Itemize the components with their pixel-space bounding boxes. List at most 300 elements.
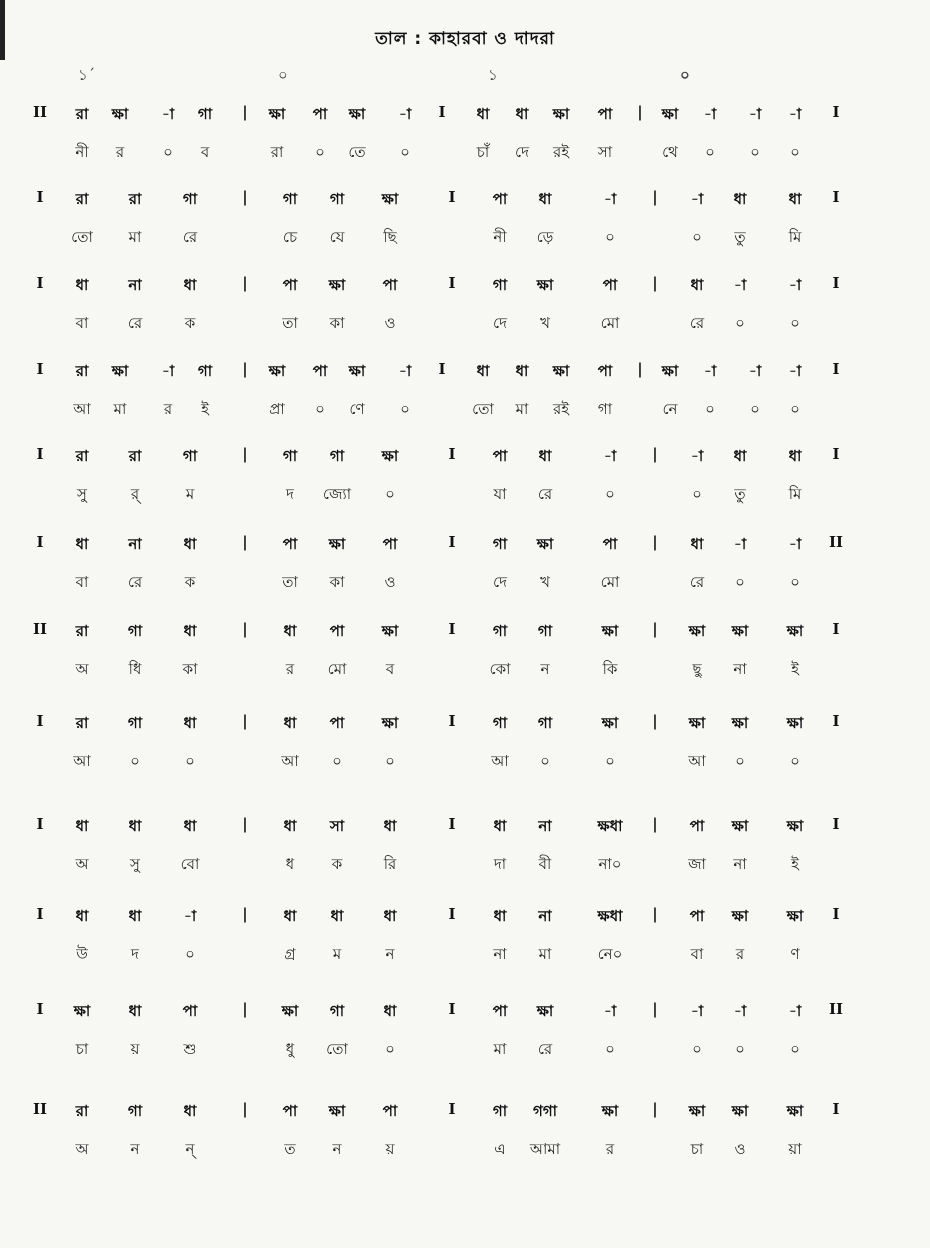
note-swara: ধা	[128, 1002, 142, 1020]
lyric-syllable: মো	[600, 314, 620, 332]
lyric-syllable: নী	[493, 228, 507, 246]
lyric-syllable: তু	[734, 228, 746, 246]
note-swara: ধা	[515, 362, 529, 380]
lyric-syllable: ০	[332, 752, 342, 770]
note-swara: পা	[492, 447, 508, 465]
note-swara: পা	[382, 1102, 398, 1120]
note-swara: ধা	[183, 622, 197, 640]
lyric-syllable: রা	[270, 143, 284, 161]
note-swara: ক্ষা	[731, 622, 749, 640]
note-swara: গা	[329, 1002, 345, 1020]
lyric-syllable: মি	[788, 485, 802, 503]
bar-line: |	[652, 533, 658, 551]
lyric-syllable: র	[115, 143, 125, 161]
lyric-syllable: ক	[184, 314, 196, 332]
bar-line: I	[448, 815, 456, 833]
lyric-syllable: ধি	[128, 660, 142, 678]
bar-line-close: I	[832, 274, 840, 292]
lyric-syllable: কা	[329, 314, 345, 332]
lyric-syllable: অ	[75, 855, 89, 873]
bar-line: |	[652, 712, 658, 730]
lyric-syllable: ০	[400, 143, 410, 161]
lyric-syllable: ০	[605, 228, 615, 246]
lyric-syllable: ব	[385, 660, 395, 678]
lyric-syllable: র	[285, 660, 295, 678]
bar-line-close: I	[832, 445, 840, 463]
bar-line: I	[448, 620, 456, 638]
note-swara: গা	[492, 276, 508, 294]
note-swara: -া	[603, 190, 617, 208]
lyric-syllable: থে	[662, 143, 678, 161]
note-swara: পা	[312, 362, 328, 380]
note-swara: রা	[75, 447, 89, 465]
note-swara: ধা	[733, 447, 747, 465]
lyric-syllable: তা	[282, 573, 298, 591]
bar-line-close: II	[828, 533, 844, 551]
lyric-syllable: সু	[77, 485, 87, 503]
note-swara: পা	[282, 535, 298, 553]
lyric-syllable: ধু	[285, 1040, 295, 1058]
lyric-syllable: ০	[735, 314, 745, 332]
note-swara: ক্ষা	[786, 1102, 804, 1120]
note-swara: -া	[788, 276, 802, 294]
notation-line	[0, 103, 930, 183]
lyric-syllable: ড়ে	[536, 228, 554, 246]
bar-line-close: I	[832, 815, 840, 833]
lyric-syllable: ০	[185, 752, 195, 770]
lyric-syllable: র	[605, 1140, 615, 1158]
note-swara: ক্ষা	[348, 105, 366, 123]
note-swara: রা	[75, 714, 89, 732]
lyric-syllable: য়া	[788, 1140, 802, 1158]
note-swara: না	[538, 907, 552, 925]
note-swara: ক্ষা	[552, 105, 570, 123]
lyric-syllable: নে০	[597, 945, 623, 963]
note-swara: গা	[182, 447, 198, 465]
bar-line: I	[448, 712, 456, 730]
lyric-syllable: মা	[538, 945, 552, 963]
bar-line-open: I	[36, 1000, 44, 1018]
note-swara: ধা	[75, 817, 89, 835]
lyric-syllable: আ	[491, 752, 509, 770]
bar-line: I	[448, 533, 456, 551]
lyric-syllable: মা	[515, 400, 529, 418]
note-swara: -া	[788, 1002, 802, 1020]
lyric-syllable: সু	[130, 855, 140, 873]
note-swara: পা	[602, 535, 618, 553]
lyric-syllable: বা	[690, 945, 704, 963]
lyric-syllable: ০	[315, 143, 325, 161]
bar-line: |	[242, 712, 248, 730]
lyric-syllable: না০	[598, 855, 622, 873]
lyric-syllable: ও	[384, 314, 396, 332]
note-swara: গা	[537, 622, 553, 640]
bar-line: I	[438, 360, 446, 378]
note-swara: রা	[75, 105, 89, 123]
note-row	[0, 712, 930, 742]
lyric-syllable: য়	[130, 1040, 140, 1058]
lyric-syllable: রে	[689, 314, 705, 332]
note-swara: পা	[329, 622, 345, 640]
bar-line: |	[242, 103, 248, 121]
notation-line	[0, 188, 930, 268]
lyric-syllable: ০	[385, 1040, 395, 1058]
note-swara: ধা	[538, 447, 552, 465]
note-row	[0, 533, 930, 563]
bar-line-open: I	[36, 905, 44, 923]
note-swara: -া	[733, 1002, 747, 1020]
page-title: তাল : কাহারবা ও দাদরা	[375, 29, 555, 49]
lyric-syllable: ন	[540, 660, 550, 678]
lyric-syllable: গ্র	[284, 945, 296, 963]
bar-line: |	[242, 1100, 248, 1118]
lyric-syllable: ন্	[185, 1140, 195, 1158]
bar-line: I	[448, 1100, 456, 1118]
note-swara: ক্ষা	[688, 1102, 706, 1120]
note-row	[0, 188, 930, 218]
note-swara: ক্ষা	[731, 907, 749, 925]
note-swara: -া	[788, 535, 802, 553]
note-swara: ক্ষা	[381, 447, 399, 465]
note-swara: -া	[690, 190, 704, 208]
note-swara: ধা	[476, 362, 490, 380]
notation-line	[0, 1000, 930, 1080]
notation-line	[0, 445, 930, 525]
bar-line: |	[652, 445, 658, 463]
note-swara: ক্ষা	[536, 535, 554, 553]
lyric-syllable: ই	[791, 855, 799, 873]
bar-line-open: I	[36, 712, 44, 730]
lyric-syllable: ০	[790, 143, 800, 161]
note-swara: ক্ষা	[601, 714, 619, 732]
note-swara: পা	[312, 105, 328, 123]
lyric-syllable: ০	[692, 1040, 702, 1058]
note-swara: ক্ষা	[73, 1002, 91, 1020]
lyric-row	[0, 398, 930, 428]
note-swara: ক্ষা	[268, 105, 286, 123]
note-swara: গা	[492, 1102, 508, 1120]
bar-line-open: I	[36, 360, 44, 378]
lyric-syllable: ০	[605, 1040, 615, 1058]
lyric-syllable: ০	[735, 573, 745, 591]
note-swara: -া	[748, 362, 762, 380]
note-swara: ধা	[788, 447, 802, 465]
note-swara: -া	[161, 362, 175, 380]
notation-line	[0, 274, 930, 354]
note-swara: রা	[75, 190, 89, 208]
bar-line-close: II	[828, 1000, 844, 1018]
note-swara: গা	[197, 362, 213, 380]
bar-line-open: I	[36, 188, 44, 206]
bar-line: |	[652, 1000, 658, 1018]
lyric-syllable: দ	[286, 485, 294, 503]
note-swara: ধা	[183, 1102, 197, 1120]
note-swara: গা	[492, 622, 508, 640]
lyric-syllable: রই	[552, 400, 570, 418]
note-swara: পা	[282, 1102, 298, 1120]
note-swara: ক্ষা	[328, 535, 346, 553]
bar-line: I	[448, 274, 456, 292]
note-swara: ক্ষা	[536, 1002, 554, 1020]
lyric-row	[0, 571, 930, 601]
note-row	[0, 815, 930, 845]
note-swara: ক্ষা	[381, 714, 399, 732]
lyric-syllable: বো	[180, 855, 200, 873]
note-swara: -া	[690, 1002, 704, 1020]
lyric-syllable: ছু	[692, 660, 702, 678]
bar-line: I	[448, 188, 456, 206]
lyric-syllable: তু	[734, 485, 746, 503]
lyric-syllable: কি	[602, 660, 618, 678]
bar-line: |	[242, 274, 248, 292]
note-swara: ধা	[383, 1002, 397, 1020]
bar-line: I	[438, 103, 446, 121]
bar-line-open: I	[36, 274, 44, 292]
note-swara: ক্ষা	[688, 622, 706, 640]
note-swara: ধা	[75, 276, 89, 294]
note-swara: ধা	[383, 907, 397, 925]
note-swara: ক্ষা	[601, 1102, 619, 1120]
lyric-syllable: ০	[540, 752, 550, 770]
notation-line	[0, 712, 930, 792]
bar-line-open: II	[32, 620, 48, 638]
lyric-syllable: ০	[750, 143, 760, 161]
lyric-syllable: আ	[281, 752, 299, 770]
lyric-syllable: র	[735, 945, 745, 963]
note-swara: ক্ষা	[111, 362, 129, 380]
note-swara: গা	[329, 447, 345, 465]
note-row	[0, 1100, 930, 1130]
lyric-syllable: বা	[75, 573, 89, 591]
lyric-syllable: চা	[690, 1140, 704, 1158]
note-swara: -া	[703, 362, 717, 380]
note-swara: ক্ষা	[786, 817, 804, 835]
lyric-syllable: খ	[540, 314, 550, 332]
note-swara: ক্ষধা	[597, 817, 623, 835]
note-row	[0, 620, 930, 650]
note-swara: -া	[161, 105, 175, 123]
lyric-syllable: না	[493, 945, 507, 963]
bar-line: |	[652, 905, 658, 923]
lyric-syllable: বী	[538, 855, 552, 873]
lyric-syllable: কা	[329, 573, 345, 591]
lyric-syllable: ০	[692, 485, 702, 503]
lyric-syllable: চাঁ	[476, 143, 490, 161]
note-swara: -া	[733, 276, 747, 294]
lyric-syllable: যা	[493, 485, 507, 503]
bar-line: |	[652, 188, 658, 206]
note-swara: পা	[329, 714, 345, 732]
bar-line: |	[652, 274, 658, 292]
bar-line-close: I	[832, 360, 840, 378]
note-swara: ক্ষা	[381, 190, 399, 208]
note-swara: ক্ষা	[661, 362, 679, 380]
note-swara: ধা	[733, 190, 747, 208]
lyric-syllable: তা	[282, 314, 298, 332]
note-swara: ক্ষা	[786, 714, 804, 732]
lyric-syllable: কো	[489, 660, 511, 678]
note-swara: ক্ষা	[328, 276, 346, 294]
bar-line: |	[242, 188, 248, 206]
notation-line	[0, 360, 930, 440]
lyric-syllable: এ	[494, 1140, 506, 1158]
bar-line-close: I	[832, 1100, 840, 1118]
note-swara: ধা	[283, 622, 297, 640]
lyric-syllable: তো	[326, 1040, 348, 1058]
note-swara: ধা	[183, 276, 197, 294]
lyric-syllable: দ	[131, 945, 139, 963]
lyric-syllable: রে	[689, 573, 705, 591]
lyric-syllable: ০	[790, 314, 800, 332]
note-swara: ক্ষা	[661, 105, 679, 123]
note-swara: ধা	[128, 817, 142, 835]
note-swara: ক্ষা	[731, 714, 749, 732]
note-swara: -া	[183, 907, 197, 925]
lyric-syllable: ০	[400, 400, 410, 418]
lyric-syllable: মি	[788, 228, 802, 246]
note-swara: ধা	[493, 817, 507, 835]
notation-line	[0, 620, 930, 700]
lyric-syllable: খ	[540, 573, 550, 591]
note-swara: গা	[492, 535, 508, 553]
note-swara: ক্ষা	[786, 622, 804, 640]
lyric-syllable: ক	[184, 573, 196, 591]
note-swara: ধা	[183, 535, 197, 553]
note-swara: পা	[282, 276, 298, 294]
note-swara: ক্ষা	[281, 1002, 299, 1020]
note-swara: গগা	[532, 1102, 558, 1120]
note-swara: পা	[597, 362, 613, 380]
lyric-syllable: শু	[183, 1040, 197, 1058]
lyric-row	[0, 1138, 930, 1168]
note-swara: ধা	[788, 190, 802, 208]
lyric-syllable: মা	[128, 228, 142, 246]
lyric-syllable: প্রা	[269, 400, 285, 418]
note-swara: গা	[127, 622, 143, 640]
bar-line-open: I	[36, 445, 44, 463]
notation-line	[0, 815, 930, 895]
lyric-syllable: ম	[185, 485, 195, 503]
lyric-syllable: ণ	[790, 945, 800, 963]
note-row	[0, 274, 930, 304]
lyric-row	[0, 483, 930, 513]
note-swara: গা	[537, 714, 553, 732]
lyric-syllable: নে	[662, 400, 678, 418]
note-swara: ধা	[383, 817, 397, 835]
bar-line: |	[652, 1100, 658, 1118]
note-swara: না	[128, 276, 142, 294]
note-swara: পা	[689, 907, 705, 925]
lyric-row	[0, 750, 930, 780]
note-row	[0, 905, 930, 935]
note-swara: -া	[703, 105, 717, 123]
note-row	[0, 103, 930, 133]
lyric-syllable: র	[163, 400, 173, 418]
beat-mark: ১´	[78, 66, 96, 84]
lyric-syllable: ব	[200, 143, 210, 161]
note-swara: -া	[603, 447, 617, 465]
bar-line-close: I	[832, 620, 840, 638]
lyric-syllable: ০	[315, 400, 325, 418]
lyric-syllable: ন	[130, 1140, 140, 1158]
lyric-row	[0, 1038, 930, 1068]
lyric-syllable: ০	[790, 1040, 800, 1058]
lyric-syllable: চা	[75, 1040, 89, 1058]
note-swara: ধা	[330, 907, 344, 925]
lyric-syllable: ০	[705, 143, 715, 161]
beat-mark: ০	[278, 66, 288, 84]
lyric-syllable: চে	[282, 228, 298, 246]
bar-line: |	[242, 360, 248, 378]
lyric-syllable: কা	[182, 660, 198, 678]
bar-line: |	[637, 360, 643, 378]
lyric-syllable: ০	[130, 752, 140, 770]
lyric-syllable: রে	[537, 485, 553, 503]
note-swara: ধা	[538, 190, 552, 208]
note-swara: রা	[128, 447, 142, 465]
note-swara: পা	[689, 817, 705, 835]
lyric-syllable: ও	[384, 573, 396, 591]
lyric-syllable: রই	[552, 143, 570, 161]
bar-line: |	[242, 1000, 248, 1018]
note-swara: রা	[128, 190, 142, 208]
note-swara: পা	[182, 1002, 198, 1020]
lyric-syllable: ই	[791, 660, 799, 678]
note-swara: -া	[690, 447, 704, 465]
bar-line-close: I	[832, 188, 840, 206]
note-swara: ক্ষা	[328, 1102, 346, 1120]
note-swara: পা	[382, 276, 398, 294]
lyric-syllable: না	[733, 855, 747, 873]
lyric-syllable: ০	[185, 945, 195, 963]
lyric-syllable: রে	[127, 573, 143, 591]
lyric-syllable: আ	[688, 752, 706, 770]
lyric-syllable: সা	[597, 143, 613, 161]
note-swara: গা	[127, 714, 143, 732]
note-swara: ধা	[183, 714, 197, 732]
lyric-row	[0, 141, 930, 171]
note-swara: ক্ষা	[552, 362, 570, 380]
lyric-syllable: বা	[75, 314, 89, 332]
note-swara: ক্ষা	[381, 622, 399, 640]
note-swara: গা	[492, 714, 508, 732]
bar-line: |	[652, 620, 658, 638]
lyric-syllable: জা	[688, 855, 706, 873]
lyric-syllable: উ	[76, 945, 88, 963]
note-swara: গা	[127, 1102, 143, 1120]
lyric-syllable: রে	[537, 1040, 553, 1058]
note-row	[0, 445, 930, 475]
note-swara: গা	[197, 105, 213, 123]
lyric-syllable: ও	[734, 1140, 746, 1158]
lyric-syllable: যে	[329, 228, 345, 246]
lyric-syllable: রে	[182, 228, 198, 246]
note-swara: না	[128, 535, 142, 553]
note-swara: ধা	[515, 105, 529, 123]
note-row	[0, 1000, 930, 1030]
beat-mark: ০	[680, 66, 690, 84]
lyric-syllable: তে	[348, 143, 366, 161]
lyric-syllable: দে	[515, 143, 529, 161]
note-swara: ধা	[283, 817, 297, 835]
lyric-row	[0, 853, 930, 883]
lyric-syllable: ০	[692, 228, 702, 246]
note-swara: -া	[398, 362, 412, 380]
lyric-syllable: ছি	[383, 228, 397, 246]
note-row	[0, 360, 930, 390]
note-swara: -া	[733, 535, 747, 553]
note-swara: ক্ষা	[111, 105, 129, 123]
